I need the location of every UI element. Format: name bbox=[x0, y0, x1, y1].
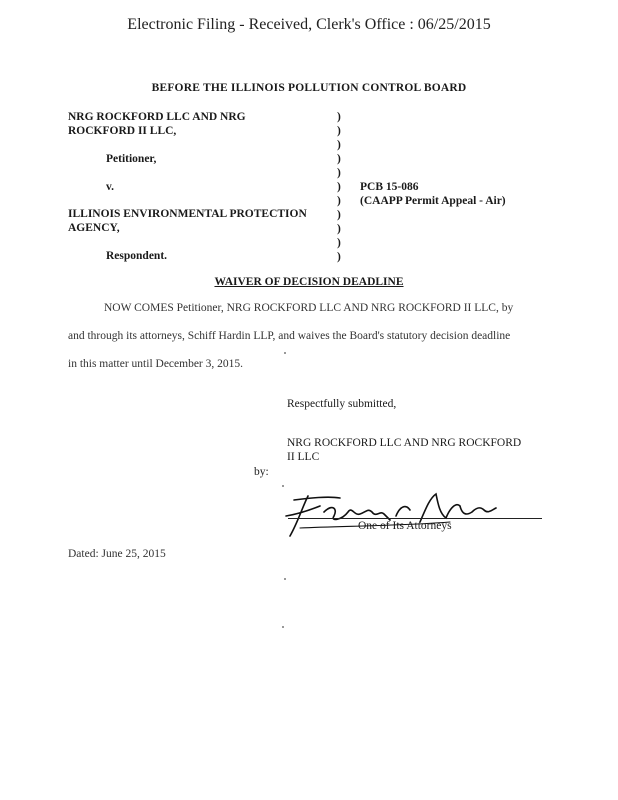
caption-paren: ) bbox=[337, 125, 341, 137]
scan-speck bbox=[284, 352, 286, 354]
party-name-line1: NRG ROCKFORD LLC AND NRG ROCKFORD bbox=[287, 437, 522, 449]
body-line-1: NOW COMES Petitioner, NRG ROCKFORD LLC AND NRG ROCKFORD II LLC, by bbox=[104, 302, 514, 314]
caption-paren: ) bbox=[337, 209, 341, 221]
attorney-caption: One of Its Attorneys bbox=[358, 520, 452, 532]
body-line-2: and through its attorneys, Schiff Hardin LLP, and waives the Board's statutory decision deadline bbox=[68, 330, 511, 342]
respondent-name-line2: AGENCY, bbox=[68, 222, 120, 234]
scan-speck bbox=[282, 626, 284, 628]
caption-paren: ) bbox=[337, 111, 341, 123]
handwritten-signature bbox=[280, 486, 510, 542]
signature-line bbox=[288, 518, 542, 519]
by-label: by: bbox=[254, 466, 269, 478]
caption-paren: ) bbox=[337, 223, 341, 235]
court-title: BEFORE THE ILLINOIS POLLUTION CONTROL BOARD bbox=[151, 82, 467, 94]
caption-paren: ) bbox=[337, 237, 341, 249]
filing-stamp: Electronic Filing - Received, Clerk's Office : 06/25/2015 bbox=[127, 16, 491, 33]
respondent-name-line1: ILLINOIS ENVIRONMENTAL PROTECTION bbox=[68, 208, 307, 220]
case-number: PCB 15-086 bbox=[360, 181, 419, 193]
petitioner-name-line1: NRG ROCKFORD LLC AND NRG bbox=[68, 111, 246, 123]
petitioner-role: Petitioner, bbox=[106, 153, 157, 165]
caption-paren: ) bbox=[337, 153, 341, 165]
scan-speck bbox=[284, 578, 286, 580]
caption-paren: ) bbox=[337, 251, 341, 263]
caption-paren: ) bbox=[337, 195, 341, 207]
dated-line: Dated: June 25, 2015 bbox=[68, 548, 166, 560]
caption-paren: ) bbox=[337, 181, 341, 193]
case-type: (CAAPP Permit Appeal - Air) bbox=[360, 195, 506, 207]
document-title: WAIVER OF DECISION DEADLINE bbox=[214, 276, 404, 288]
versus: v. bbox=[106, 181, 114, 193]
scan-speck bbox=[282, 485, 284, 487]
party-name-line2: II LLC bbox=[287, 451, 320, 463]
closing: Respectfully submitted, bbox=[287, 398, 397, 410]
body-line-3: in this matter until December 3, 2015. bbox=[68, 358, 244, 370]
caption-paren: ) bbox=[337, 167, 341, 179]
respondent-role: Respondent. bbox=[106, 250, 168, 262]
petitioner-name-line2: ROCKFORD II LLC, bbox=[68, 125, 177, 137]
caption-paren: ) bbox=[337, 139, 341, 151]
